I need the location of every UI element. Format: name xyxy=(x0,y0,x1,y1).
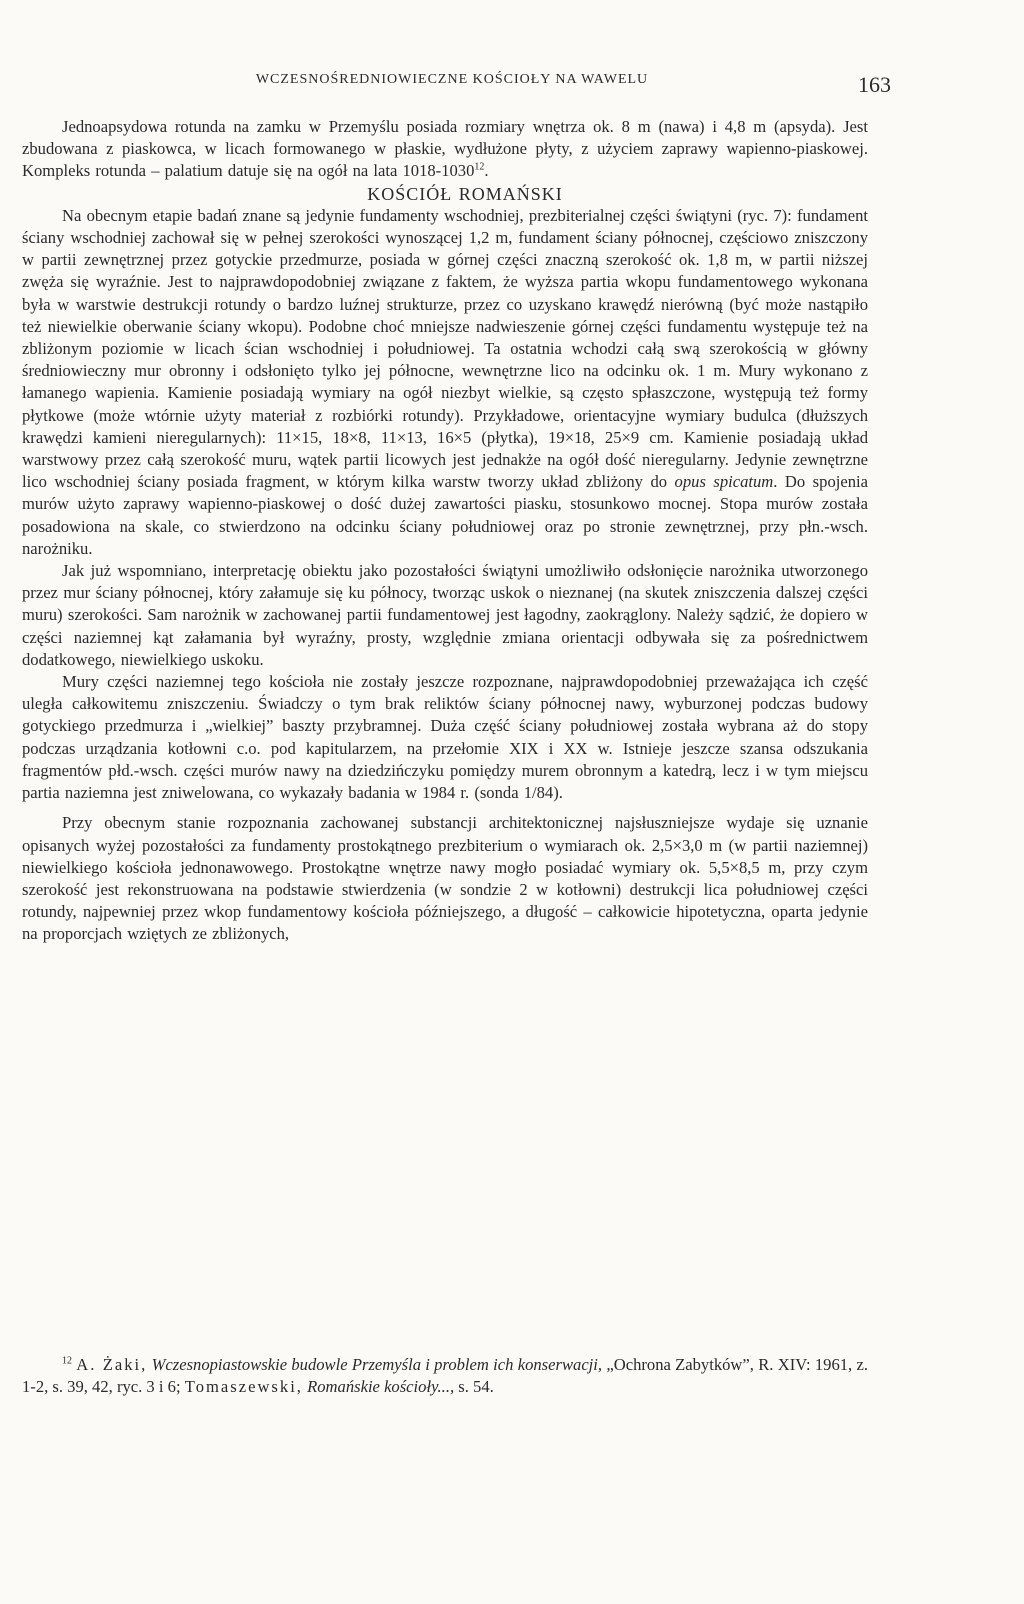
footnote-title-2: Romańskie kościoły..., xyxy=(307,1377,455,1396)
paragraph-1-italic-term: opus spicatum xyxy=(674,472,774,492)
footnote-details: „Ochrona Zabytków”, R. XIV: 1961, z. 1-2, s. 39, 42, ryc. 3 i 6; xyxy=(22,1355,869,1396)
paragraph-3: Mury części naziemnej tego kościoła nie zostały jeszcze rozpoznane, najprawdopodobniej przeważająca ich część uległa całkowitemu zniszczeniu. Świadczy o tym brak reliktów ściany północnej nawy, wyburzonej podczas budowy gotyckiego przedmurza i „wielkiej” baszty przybramnej. Duża część ściany południowej została wybrana aż do stopy podczas urządzania kotłowni c.o. pod kapitularzem, na przełomie XIX i XX w. Istnieje jeszcze szansa odszukania fragmentów płd.-wsch. części murów nawy na dziedzińczyku pomiędzy murem obronnym a katedrą, lecz i w tym miejscu partia naziemna jest zniwelowana, co wykazały badania w 1984 r. (sonda 1/84). xyxy=(22,672,868,803)
footnote-number: 12 xyxy=(62,1355,72,1367)
intro-paragraph xyxy=(22,116,868,183)
footnote xyxy=(22,1354,868,1398)
paragraph-1 xyxy=(22,205,868,560)
main-text xyxy=(22,116,868,946)
section-heading: KOŚCIÓŁ ROMAŃSKI xyxy=(367,183,563,204)
footnote-details-2: s. 54. xyxy=(458,1377,494,1396)
paragraph-2: Jak już wspomniano, interpretację obiektu jako pozostałości świątyni umożliwiło odsłonięcie narożnika utworzonego przez mur ściany północnej, który załamuje się ku północy, tworząc uskok o nieznanej (na skutek zniszczenia dalszej części muru) szerokości. Sam narożnik w zachowanej partii fundamentowej jest łagodny, zaokrąglony. Należy sądzić, że dopiero w części naziemnej kąt załamania był wyraźny, prosty, względnie zmiana orientacji odbywała się za pośrednictwem dodatkowego, niewielkiego uskoku. xyxy=(22,561,868,669)
paragraph-1-part-a: Na obecnym etapie badań znane są jedynie fundamenty wschodniej, prezbiterialnej części świątyni (ryc. 7): fundament ściany wschodniej zachował się w pełnej szerokości wynoszącej 1,2 m, fundament ściany północnej, częściowo zniszczony w partii zewnętrznej przez gotyckie przedmurze, posiada w górnej części znaczną szerokość ok. 1,8 m, w partii niższej zwęża się wyraźnie. Jest to najprawdopodobniej związane z faktem, że wyższa partia wkopu fundamentowego wykonana była w warstwie destrukcji rotundy o bardzo luźnej strukturze, przez co uzyskano krawędź nierówną (być może nastąpiło też niewielkie oberwanie ściany wkopu). Podobne choć mniejsze nadwieszenie górnej części fundamentu występuje też na zbliżonym poziomie w licach ścian wschodniej i południowej. Ta ostatnia wchodzi całą swą szerokością w główny średniowieczny mur obronny i odsłonięto tylko jej północne, wewnętrzne lico na odcinku ok. 1 m. Mury wykonano z łamanego wapienia. Kamienie posiadają wymiary na ogół niezbyt wielkie, są często spłaszczone, występują też formy płytkowe (może wtórnie użyty materiał z rozbiórki rotundy). Przykładowe, orientacyjne wymiary budulca (dłuższych krawędzi kamieni nieregularnych): 11×15, 18×8, 11×13, 16×5 (płytka), 19×18, 25×9 cm. Kamienie posiadają układ warstwowy przez całą szerokość muru, wątek partii licowych jest jednakże na ogół dość nieregularny. Jedynie zewnętrzne lico wschodniej ściany posiada fragment, w którym kilka warstw tworzy układ zbliżony do xyxy=(22,205,868,492)
footnote-title: Wczesnopiastowskie budowle Przemyśla i problem ich konserwacji, xyxy=(151,1355,603,1374)
footnote-author-2: Tomaszewski, xyxy=(184,1377,303,1396)
page-number: 163 xyxy=(858,72,891,97)
footnote-author: A. Żaki, xyxy=(76,1355,148,1374)
footnote-text xyxy=(22,1354,868,1398)
paragraph-1-part-b: . Do spojenia murów użyto zaprawy wapienno-piaskowej o dość dużej zawartości piasku, stosunkowo mocnej. Stopa murów została posadowiona na skale, co stwierdzono na odcinku ściany południowej oraz po stronie zewnętrznej, przy płn.-wsch. narożniku. xyxy=(22,472,868,558)
footnote-reference: 12 xyxy=(474,161,485,173)
paragraph-4: Przy obecnym stanie rozpoznania zachowanej substancji architektonicznej najsłuszniejsze wydaje się uznanie opisanych wyżej pozostałości za fundamenty prostokątnego prezbiterium o wymiarach ok. 2,5×3,0 m (w partii naziemnej) niewielkiego kościoła jednonawowego. Prostokątne wnętrze nawy mogło posiadać wymiary ok. 5,5×8,5 m, przy czym szerokość jest rekonstruowana na podstawie stwierdzenia (w sondzie 2 w kotłowni) destrukcji lica południowej części rotundy, najpewniej przez wkop fundamentowy kościoła późniejszego, a długość – całkowicie hipotetyczna, oparta jedynie na proporcjach wziętych ze zbliżonych, xyxy=(22,813,868,944)
running-title: WCZESNOŚREDNIOWIECZNE KOŚCIOŁY NA WAWELU xyxy=(255,72,649,87)
intro-text: Jednoapsydowa rotunda na zamku w Przemyślu posiada rozmiary wnętrza ok. 8 m (nawa) i 4,8 m (apsyda). Jest zbudowana z piaskowca, w licach formowanego w płaskie, wydłużone płyty, z użyciem zaprawy wapienno-piaskowej. Kompleks rotunda – palatium datuje się na ogół na lata 1018-1030 xyxy=(22,117,868,181)
intro-end: . xyxy=(484,161,489,181)
